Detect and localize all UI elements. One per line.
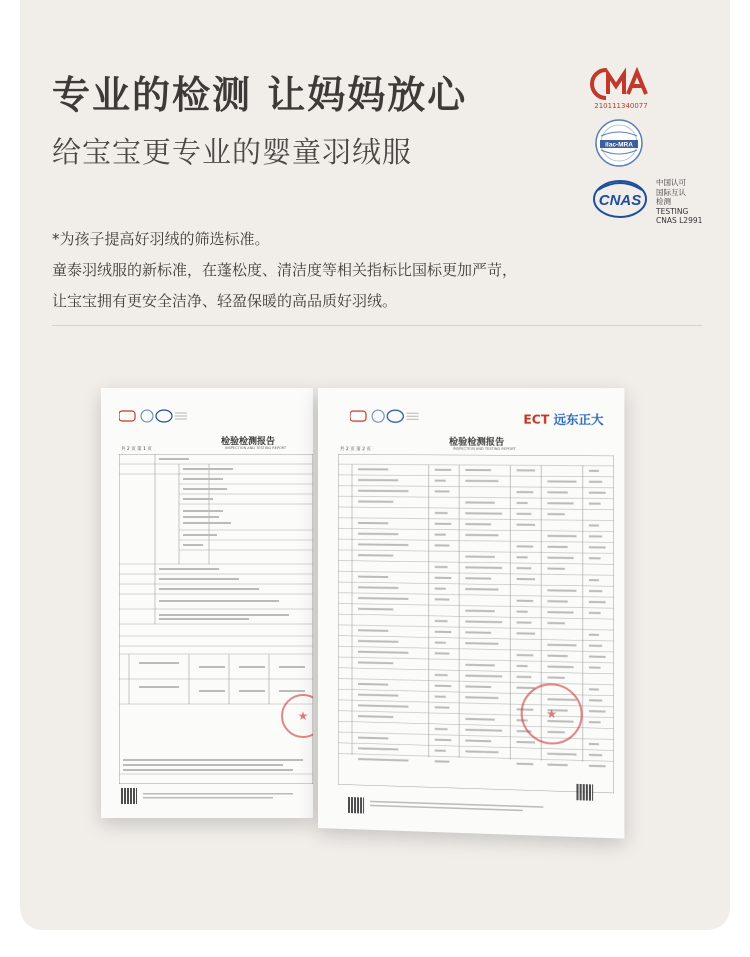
page-subtitle: 给宝宝更专业的婴童羽绒服 xyxy=(52,135,413,169)
ilac-mra-logo xyxy=(594,118,644,172)
report-logos xyxy=(119,408,189,427)
divider xyxy=(52,325,702,326)
report-footer xyxy=(143,792,303,803)
mini-cert-icons xyxy=(350,409,421,423)
cnas-icon xyxy=(592,178,652,220)
report-page-number: 共 2 页 第 1 页 xyxy=(121,447,152,452)
footer-lines xyxy=(143,792,303,802)
report-title: 检验检测报告 xyxy=(449,437,505,448)
report-page-1 xyxy=(101,388,313,818)
cma-icon xyxy=(590,66,652,102)
cnas-line: 国际互认 xyxy=(656,187,686,197)
report-table-1 xyxy=(119,454,313,784)
description-line: *为孩子提高好羽绒的筛选标准。 xyxy=(52,230,270,248)
cnas-line: TESTING xyxy=(656,206,689,216)
cnas-logo xyxy=(592,178,652,224)
official-stamp xyxy=(521,683,583,746)
page-title: 专业的检测 让妈妈放心 xyxy=(52,73,468,117)
ilac-mra-icon xyxy=(594,118,644,168)
report-logos xyxy=(350,408,421,427)
cma-logo xyxy=(590,66,652,110)
cnas-line: 检测 xyxy=(656,197,671,206)
cnas-line: 中国认可 xyxy=(656,178,686,187)
mini-cert-icons xyxy=(119,409,189,423)
report-page-number: 共 2 页 第 2 页 xyxy=(339,447,371,453)
cnas-caption xyxy=(656,178,702,226)
footer-lines xyxy=(370,800,554,816)
qr-code-icon xyxy=(348,797,364,814)
cma-number: 210111340077 xyxy=(594,102,648,110)
cnas-label: CNAS xyxy=(598,192,642,209)
qr-code-icon xyxy=(121,788,137,804)
cnas-line: CNAS L2991 xyxy=(656,216,703,225)
report-table-2 xyxy=(338,454,614,793)
qr-code-icon xyxy=(576,784,593,801)
description-line: 让宝宝拥有更安全洁净、轻盈保暖的高品质好羽绒。 xyxy=(52,292,398,310)
report-subtitle: INSPECTION AND TESTING REPORT xyxy=(453,446,516,452)
report-footer xyxy=(370,800,554,817)
description xyxy=(52,228,612,321)
report-subtitle: INSPECTION AND TESTING REPORT xyxy=(225,446,287,450)
ect-brand xyxy=(523,410,603,428)
report-page-2 xyxy=(318,388,624,839)
ect-brand-latin: ECT xyxy=(523,412,550,427)
ect-brand-cn: 远东正大 xyxy=(553,412,604,427)
description-line: 童泰羽绒服的新标准，在蓬松度、清洁度等相关指标比国标更加严苛， xyxy=(52,261,518,279)
report-title: 检验检测报告 xyxy=(221,437,276,447)
ilac-label: ilac-MRA xyxy=(605,141,633,149)
